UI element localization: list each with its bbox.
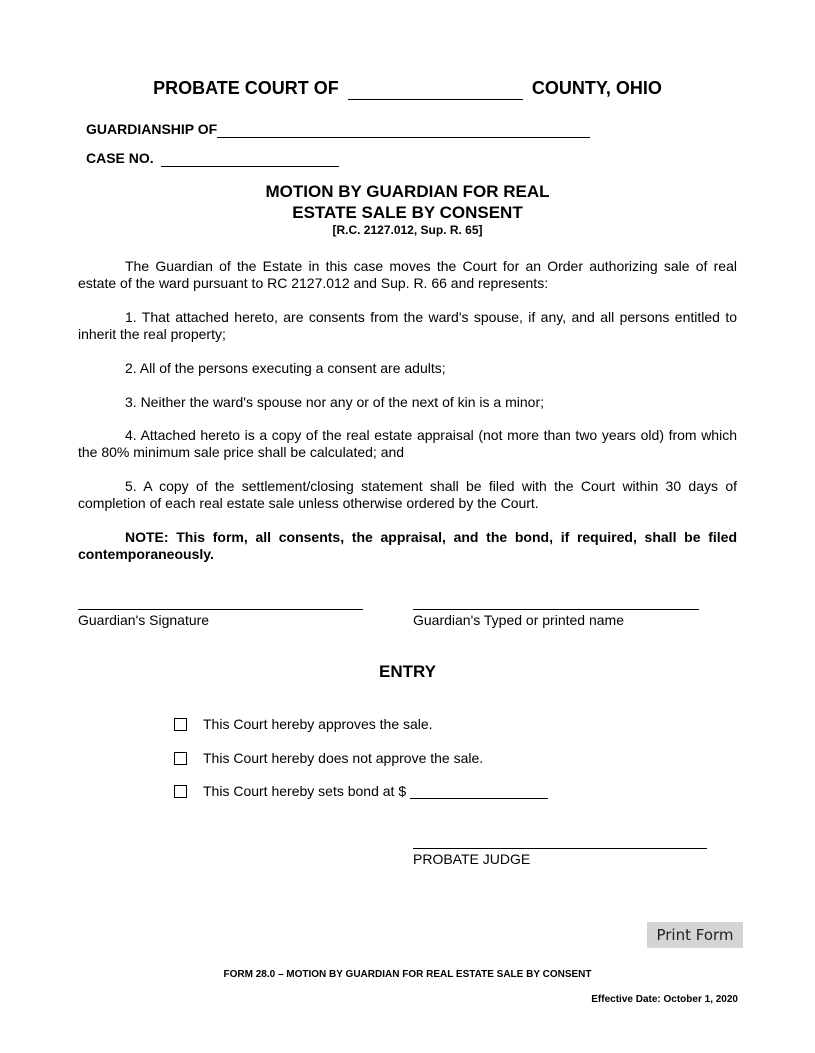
print-form-button[interactable]: Print Form [647, 922, 743, 948]
court-prefix: PROBATE COURT OF [153, 78, 339, 98]
bond-checkbox[interactable] [174, 785, 187, 798]
guardian-name-label: Guardian's Typed or printed name [413, 612, 624, 628]
guardianship-label: GUARDIANSHIP OF [86, 121, 218, 137]
intro-paragraph [78, 258, 737, 292]
case-number-field[interactable] [161, 150, 339, 167]
disapprove-option [174, 750, 483, 766]
list-item [78, 478, 737, 512]
item-3-text: 3. Neither the ward's spouse nor any or of the next of kin is a minor; [125, 394, 544, 410]
guardian-name-line[interactable] [413, 609, 699, 610]
effective-date: Effective Date: October 1, 2020 [591, 994, 738, 1005]
guardian-signature-line[interactable] [78, 609, 363, 610]
item-1-text: 1. That attached hereto, are consents from the ward's spouse, if any, and all persons entitled to inherit the real property; [78, 309, 737, 342]
entry-title: ENTRY [379, 662, 436, 681]
county-field[interactable] [348, 78, 523, 100]
disapprove-checkbox[interactable] [174, 752, 187, 765]
form-footer: FORM 28.0 – MOTION BY GUARDIAN FOR REAL ESTATE SALE BY CONSENT [223, 969, 592, 980]
list-item [78, 394, 737, 411]
disapprove-label: This Court hereby does not approve the sale. [203, 750, 484, 766]
note-text: NOTE: This form, all consents, the appraisal, and the bond, if required, shall be filed contemporaneously. [78, 529, 737, 562]
list-item [78, 309, 737, 343]
guardian-signature-label: Guardian's Signature [78, 612, 210, 628]
statute-reference: [R.C. 2127.012, Sup. R. 65] [332, 223, 483, 237]
bond-amount-field[interactable] [410, 784, 548, 799]
motion-title-line2: ESTATE SALE BY CONSENT [292, 203, 523, 222]
case-number-label: CASE NO. [86, 150, 154, 166]
bond-option [174, 783, 548, 799]
list-item [78, 360, 737, 377]
court-suffix: COUNTY, OHIO [531, 78, 662, 98]
bond-label: This Court hereby sets bond at $ [203, 783, 407, 799]
item-2-text: 2. All of the persons executing a consent are adults; [125, 360, 446, 376]
judge-label: PROBATE JUDGE [413, 851, 531, 867]
item-4-text: 4. Attached hereto is a copy of the real estate appraisal (not more than two years old) from which the 80% minimum sale price shall be calculated; and [78, 427, 737, 460]
intro-text: The Guardian of the Estate in this case moves the Court for an Order authorizing sale of real estate of the ward pursuant to RC 2127.012 and Sup. R. 66 and represents: [78, 258, 737, 291]
guardianship-field[interactable] [217, 121, 590, 138]
list-item [78, 427, 737, 461]
case-number-row [86, 150, 339, 167]
guardianship-row [86, 121, 590, 138]
note-paragraph [78, 529, 737, 563]
court-title [0, 78, 815, 100]
approve-label: This Court hereby approves the sale. [203, 716, 433, 732]
approve-checkbox[interactable] [174, 718, 187, 731]
item-5-text: 5. A copy of the settlement/closing statement shall be filed with the Court within 30 days of completion of each real estate sale unless otherwise ordered by the Court. [78, 478, 737, 511]
approve-option [174, 716, 433, 732]
judge-signature-line[interactable] [413, 848, 707, 849]
motion-title-line1: MOTION BY GUARDIAN FOR REAL [265, 182, 550, 201]
